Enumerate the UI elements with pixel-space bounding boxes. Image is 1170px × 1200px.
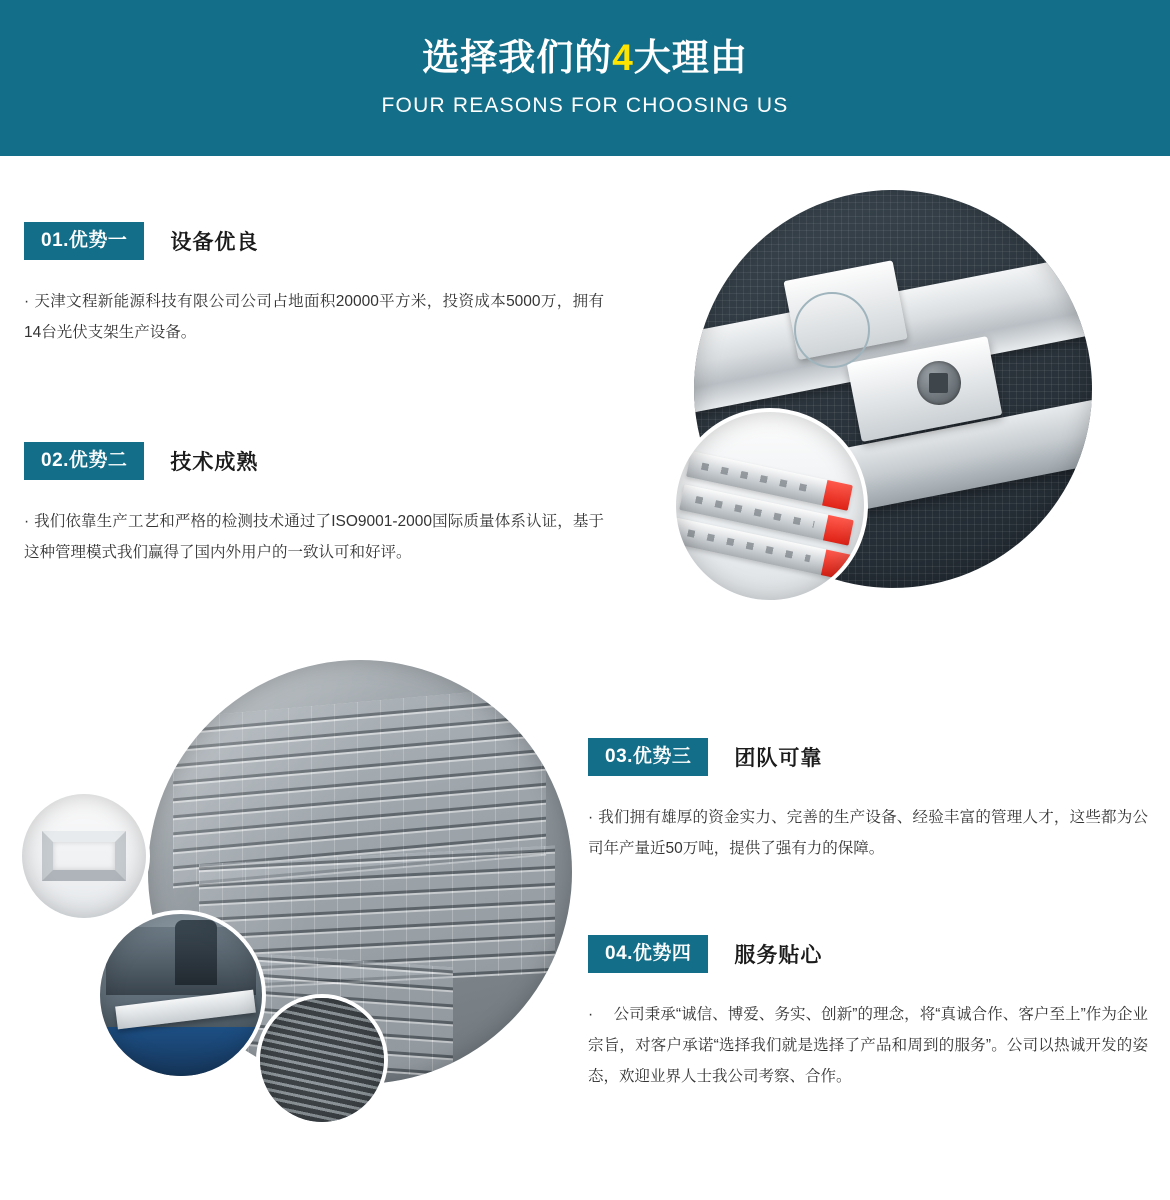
page-subtitle: FOUR REASONS FOR CHOOSING US <box>381 94 789 118</box>
photo-conveyor <box>100 1027 262 1076</box>
bullet-icon: · <box>24 513 30 530</box>
reason-3-tag: 03.优势三 <box>588 738 708 776</box>
reason-4-text: 公司秉承“诚信、博爱、务实、创新”的理念，将“真诚合作、客户至上”作为企业宗旨，对客户承诺“选择我们就是选择了产品和周到的服务”。公司以热诚开发的姿态，欢迎业界人士我公司考察、合作。 <box>588 1006 1148 1085</box>
reason-3-title: 团队可靠 <box>734 747 823 770</box>
steel-channel-profiles-photo <box>672 408 868 604</box>
reason-1-header <box>24 222 604 260</box>
reason-block-2 <box>24 442 604 568</box>
page-title-prefix: 选择我们的 <box>422 36 613 78</box>
photo-worker <box>175 920 217 985</box>
photo-c-channel-shape <box>42 831 126 881</box>
reason-block-3 <box>588 738 1148 864</box>
reason-2-header <box>24 442 604 480</box>
photo-channel-red-cap <box>823 515 854 546</box>
photo-bolt <box>917 361 961 405</box>
page-title-suffix: 大理由 <box>633 36 748 78</box>
reason-block-4 <box>588 935 1148 1092</box>
reason-2-title: 技术成熟 <box>170 451 259 474</box>
reason-4-header <box>588 935 1148 973</box>
reason-4-title: 服务贴心 <box>734 944 823 967</box>
reason-4-body <box>588 999 1148 1092</box>
reason-1-title: 设备优良 <box>170 231 259 254</box>
reason-block-1 <box>24 222 604 348</box>
reason-1-underline <box>24 260 604 261</box>
reason-2-underline <box>24 480 604 481</box>
reason-3-header <box>588 738 1148 776</box>
reason-3-body <box>588 802 1148 864</box>
reason-1-text: 天津文程新能源科技有限公司公司占地面积20000平方米，投资成本5000万，拥有14台光伏支架生产设备。 <box>24 293 604 341</box>
page-header-banner <box>0 0 1170 156</box>
bundled-steel-photo <box>256 994 388 1126</box>
reason-2-text: 我们依靠生产工艺和严格的检测技术通过了ISO9001-2000国际质量体系认证，基于这种管理模式我们赢得了国内外用户的一致认可和好评。 <box>24 513 604 561</box>
production-line-photo <box>96 910 266 1080</box>
reason-1-tag: 01.优势一 <box>24 222 144 260</box>
reason-3-underline <box>588 776 1148 777</box>
single-c-profile-photo <box>18 790 150 922</box>
reason-3-text: 我们拥有雄厚的资金实力、完善的生产设备、经验丰富的管理人才，这些都为公司年产量近50万吨，提供了强有力的保障。 <box>588 809 1148 857</box>
page-title-number: 4 <box>612 36 634 78</box>
reason-2-tag: 02.优势二 <box>24 442 144 480</box>
page-title <box>422 38 748 79</box>
bullet-icon: · <box>588 1006 594 1023</box>
bullet-icon: · <box>24 293 30 310</box>
bullet-icon: · <box>588 809 594 826</box>
decorative-outline-circle <box>794 292 870 368</box>
reason-4-underline <box>588 973 1148 974</box>
reason-4-tag: 04.优势四 <box>588 935 708 973</box>
reason-2-body <box>24 506 604 568</box>
photo-background <box>260 998 384 1122</box>
reason-1-body <box>24 286 604 348</box>
